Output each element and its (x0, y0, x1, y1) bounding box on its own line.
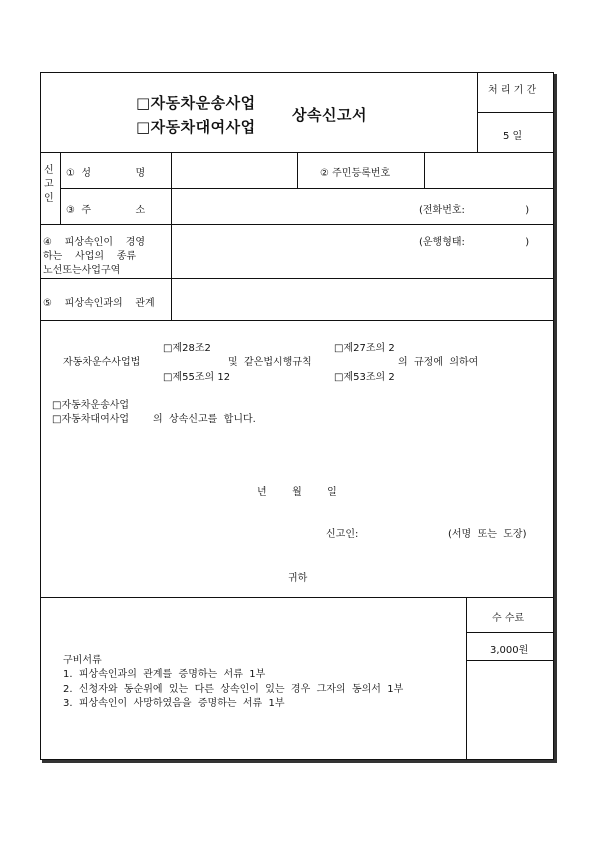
phone-label: (전화번호: ) (419, 205, 530, 216)
signature-note: (서명 또는 도장) (448, 529, 527, 540)
required-doc-2: 2. 신청자와 동순위에 있는 다른 상속인이 있는 경우 그자의 동의서 1부 (63, 684, 404, 695)
required-doc-1: 1. 피상속인과의 관계를 증명하는 서류 1부 (63, 669, 266, 680)
page-shadow-bottom (42, 760, 557, 763)
required-doc-3: 3. 피상속인이 사망하였음을 증명하는 서류 1부 (63, 698, 285, 709)
law-conjunction: 및 같은법시행규칙 (228, 357, 312, 368)
fee-box-bottom (466, 660, 554, 661)
row-line-5 (40, 320, 554, 321)
fee-box-left (466, 597, 467, 760)
article-option-27[interactable]: □제27조의 2 (334, 343, 395, 354)
address-label: ③ 주 소 (66, 205, 146, 216)
id-number-label: ② 주민등록번호 (320, 168, 391, 179)
name-value-field[interactable] (173, 154, 295, 186)
row-line-2 (60, 188, 554, 189)
relation-field[interactable] (173, 280, 552, 318)
processing-divider (477, 112, 554, 113)
processing-label: 처 리 기 간 (488, 85, 537, 96)
applicant-section-label: 신 고 인 (44, 165, 54, 204)
recipient-suffix: 귀하 (288, 573, 308, 584)
business-option-transport[interactable]: □자동차운송사업 (52, 400, 130, 411)
law-name: 자동차운수사업법 (63, 357, 141, 368)
article-option-53[interactable]: □제53조의 2 (334, 372, 395, 383)
business-option-rental[interactable]: □자동차대여사업 (52, 414, 130, 425)
applicant-signature-label: 신고인: (326, 529, 359, 540)
business-type-field[interactable] (173, 226, 413, 276)
title-line-1: □자동차운송사업 (136, 94, 256, 112)
relation-label: ⑤ 피상속인과의 관계 (43, 298, 155, 309)
row-line-4 (40, 278, 554, 279)
processing-value: 5 일 (503, 131, 523, 142)
applicant-label-divider (60, 152, 61, 224)
business-label-line-3: 노선또는사업구역 (43, 265, 121, 276)
title-suffix: 상속신고서 (292, 106, 367, 124)
label-column-divider (171, 152, 172, 320)
id-label-left (297, 152, 298, 188)
name-label: ① 성 명 (66, 168, 146, 179)
fee-box-mid (466, 632, 554, 633)
address-field[interactable] (173, 190, 413, 222)
required-docs-title: 구비서류 (63, 655, 102, 666)
article-option-28[interactable]: □제28조2 (163, 343, 211, 354)
row-line-3 (40, 224, 554, 225)
declaration-text: 의 상속신고를 합니다. (153, 414, 256, 425)
fee-value: 3,000원 (490, 645, 529, 656)
according-text: 의 규정에 의하여 (398, 357, 479, 368)
title-line-2: □자동차대여사업 (136, 118, 256, 136)
page-shadow-right (554, 74, 557, 762)
business-label-line-2: 하는 사업의 종류 (43, 251, 137, 262)
date-line: 년 월 일 (257, 487, 337, 498)
article-option-55[interactable]: □제55조의 12 (163, 372, 231, 383)
business-label-line-1: ④ 피상속인이 경영 (43, 237, 146, 248)
fee-label: 수 수료 (492, 613, 525, 624)
id-label-right (424, 152, 425, 188)
id-number-field[interactable] (426, 154, 552, 186)
footer-line (40, 597, 554, 598)
operation-type-label: (운행형태: ) (419, 237, 530, 248)
